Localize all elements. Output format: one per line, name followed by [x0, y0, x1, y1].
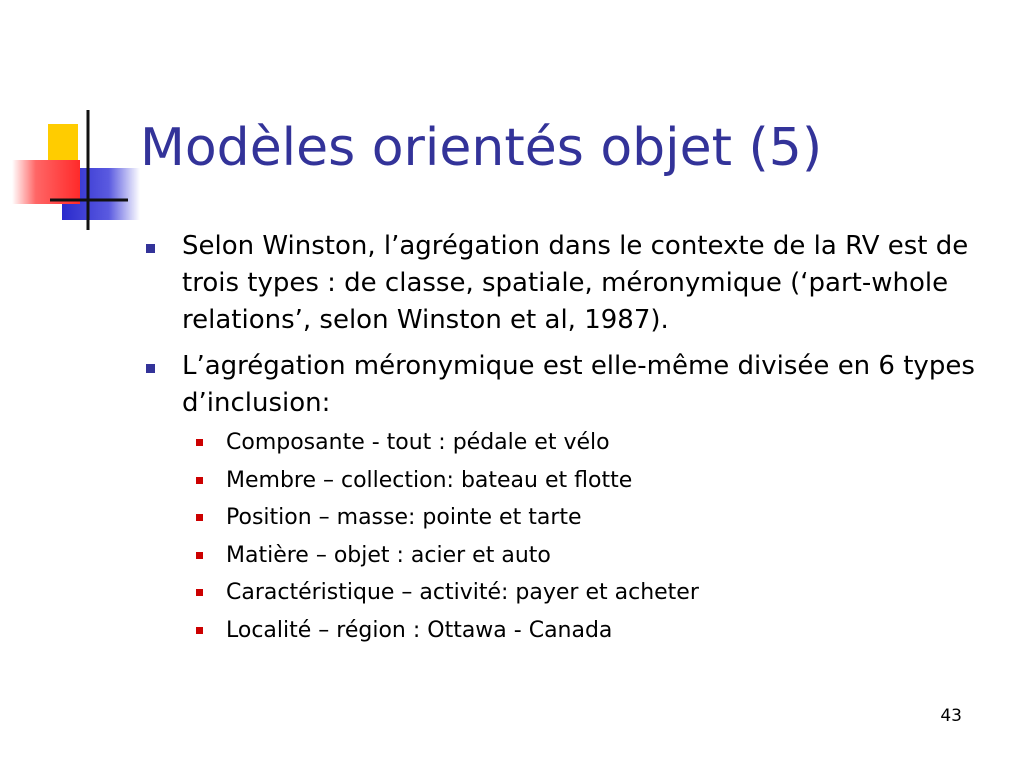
bullet-list	[140, 228, 1000, 649]
bullet-text: Selon Winston, l’agrégation dans le contexte de la RV est de trois types : de classe, spatiale, méronymique (‘part-whole relations’, selon Winston et al, 1987).	[182, 231, 969, 335]
sub-bullet-text: Composante - tout : pédale et vélo	[226, 430, 610, 455]
square-bullet-icon	[146, 364, 155, 373]
bullet-item	[140, 228, 1000, 339]
sub-bullet-text: Matière – objet : acier et auto	[226, 542, 551, 568]
square-bullet-icon	[196, 552, 203, 559]
square-bullet-icon	[196, 627, 203, 634]
square-bullet-icon	[196, 477, 203, 484]
sub-bullet-text: Membre – collection: bateau et flotte	[226, 467, 633, 493]
slide-content	[140, 228, 1000, 658]
sub-bullet-item	[182, 499, 1000, 537]
sub-bullet-item	[182, 612, 1000, 650]
sub-bullet-list	[182, 424, 1000, 649]
sub-bullet-item	[182, 574, 1000, 612]
square-bullet-icon	[196, 439, 203, 446]
sub-bullet-item	[182, 537, 1000, 575]
square-bullet-icon	[196, 589, 203, 596]
overlapping-squares-logo-icon	[0, 100, 140, 230]
square-bullet-icon	[196, 514, 203, 521]
slide-title: Modèles orientés objet (5)	[140, 118, 823, 178]
bullet-text: L’agrégation méronymique est elle-même divisée en 6 types d’inclusion:	[182, 351, 975, 418]
page-number: 43	[940, 706, 962, 726]
square-bullet-icon	[146, 244, 155, 253]
sub-bullet-item	[182, 424, 1000, 462]
sub-bullet-text: Position – masse: pointe et tarte	[226, 505, 582, 530]
sub-bullet-item	[182, 462, 1000, 500]
sub-bullet-text: Caractéristique – activité: payer et acheter	[226, 580, 699, 605]
bullet-item	[140, 348, 1000, 649]
sub-bullet-text: Localité – région : Ottawa - Canada	[226, 617, 613, 643]
